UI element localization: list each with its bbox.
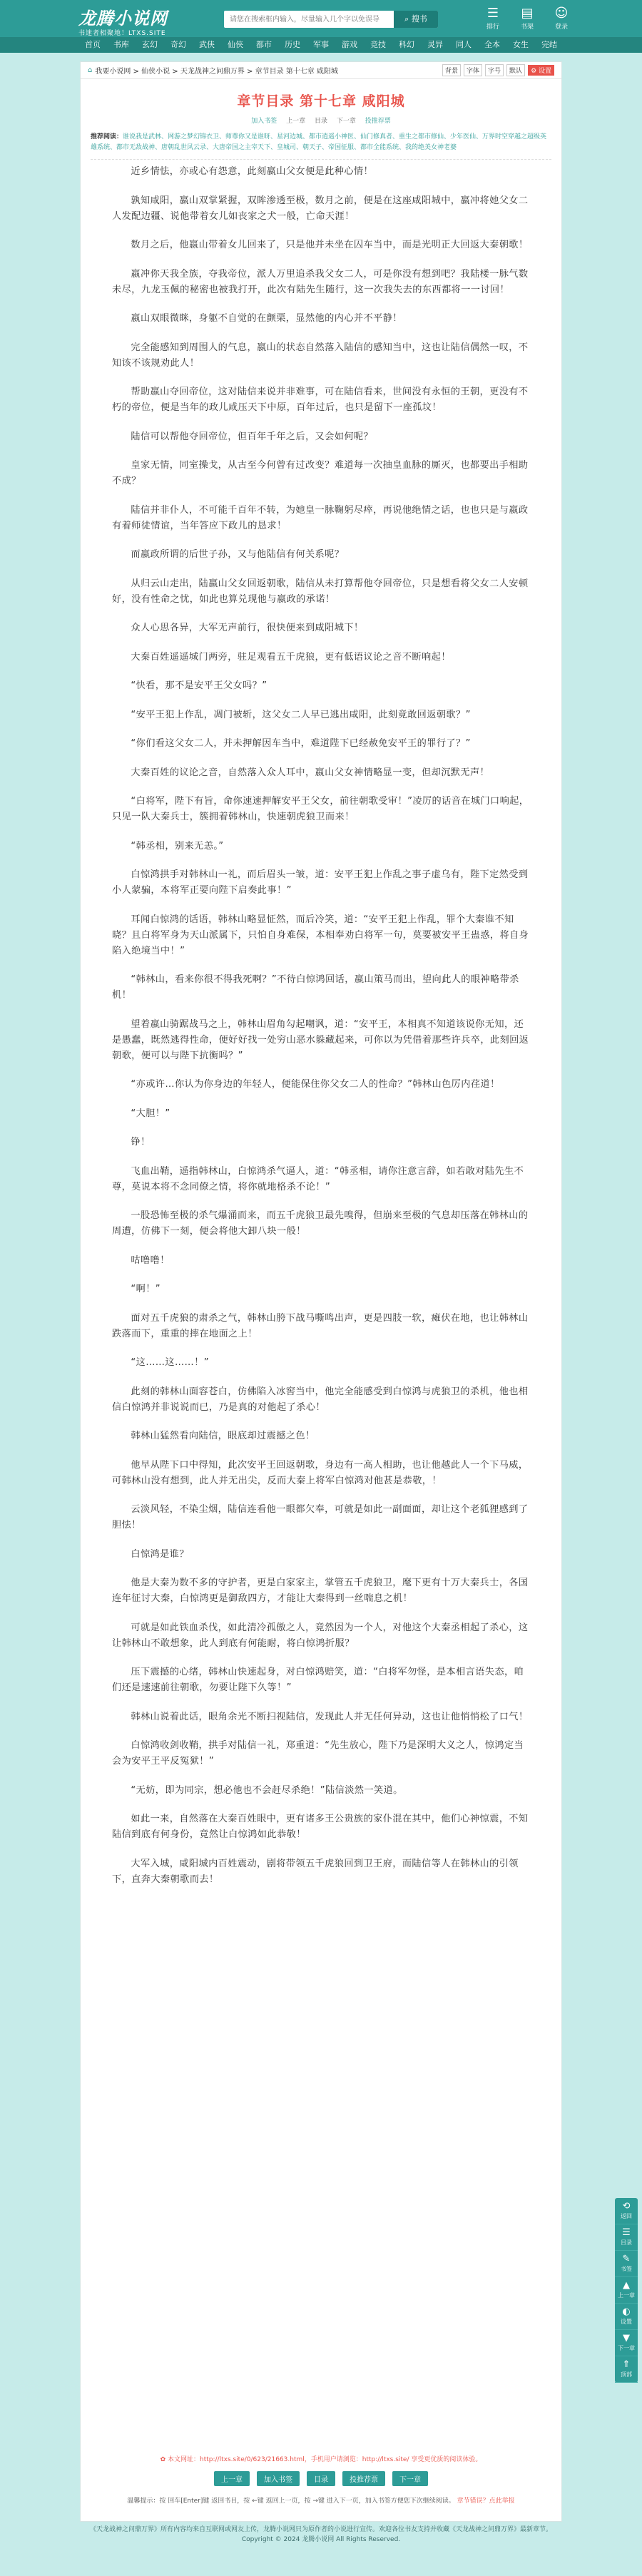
search-button-label: 搜书 [411, 14, 427, 24]
bookmark-icon: ✎ [622, 2254, 631, 2264]
content-paragraph: 铮！ [131, 1137, 151, 1148]
toc-link[interactable]: 目录 [314, 118, 327, 125]
content-paragraph: 他早从陛下口中得知，此次安平王回返朝歌，身边有一高人相助，也让他越此人一个下马威，可韩林山没有想到，此人并无出尖，反而大秦上将军白惊鸿对他甚是恭敬，！ [112, 1459, 529, 1486]
side-bookmark-button[interactable] [615, 2251, 638, 2277]
background-select[interactable]: 背景 [442, 64, 461, 76]
nav-item[interactable]: 游戏 [342, 40, 357, 49]
content-paragraph: “快看，那不是安平王父女吗？” [131, 680, 268, 691]
nav-item[interactable]: 首页 [85, 40, 101, 49]
logo-subtitle: 书迷者相聚地！LTXS.SITE [78, 30, 166, 37]
side-settings-button[interactable] [615, 2304, 638, 2330]
top-icon: ⇑ [622, 2359, 631, 2370]
site-copyright [0, 2525, 642, 2545]
content-paragraph: “啊！” [131, 1284, 161, 1294]
copyright-line-1: 《天龙战神之问鼎万界》所有内容均来自互联网或网友上传，龙腾小说网只为原作者的小说进行宣传。欢迎各位书友支持并收藏《天龙战神之问鼎万界》最新章节。 [89, 2526, 552, 2533]
side-button-label: 书签 [621, 2266, 632, 2272]
bottom-vote-button[interactable]: 投推荐票 [342, 2471, 385, 2486]
content-paragraph: 咕噜噜！ [131, 1254, 170, 1266]
logo-title: 龙腾小说网 [78, 9, 168, 29]
bottom-next-button[interactable]: 下一章 [392, 2471, 428, 2486]
bottom-bookmark-button[interactable]: 加入书签 [257, 2471, 300, 2486]
content-paragraph: 大秦百姓遥遥城门两旁，驻足观看五千虎狼，更有低语议论之音不断响起！ [131, 651, 451, 663]
breadcrumb-bar [81, 62, 561, 79]
content-paragraph: “韩丞相，别来无恙。” [131, 840, 224, 852]
content-paragraph: 云淡风轻，不染尘烟，陆信连看他一眼都欠奉，可就是如此一副面面，却让这个老狐狸感到了胆怯！ [112, 1504, 529, 1530]
nav-item[interactable]: 全本 [484, 40, 500, 49]
content-paragraph: 飞血出鞘，遥指韩林山，白惊鸿杀气逼人，道：“韩丞相，请你注意言辞，如若敢对陆先生不尊，莫说本将不念同僚之情，将你就地格杀不论！” [112, 1165, 524, 1192]
header-action-login[interactable] [549, 6, 574, 31]
nav-item[interactable]: 军事 [313, 40, 329, 49]
nav-item[interactable]: 书库 [113, 40, 129, 49]
content-paragraph: 孰知咸阳，嬴山双掌紧握，双眸渗透至极，数月之前，便是在这座咸阳城中，嬴冲将她父女二人发配边疆、说他带着女儿如丧家之犬一般，亡命天涯！ [112, 195, 529, 222]
nav-item[interactable]: 同人 [456, 40, 472, 49]
side-toc-button[interactable] [615, 2224, 638, 2251]
nav-item[interactable]: 武侠 [199, 40, 215, 49]
keyboard-tip-text: 温馨提示：按 回车[Enter]键 返回书目，按 ←键 返回上一页，按 →键 进入下一页，加入书签方便您下次继续阅读。 [127, 2498, 455, 2505]
content-paragraph: 皇家无情，同室操戈，从古至今何曾有过改变？难道每一次抽皇血脉的厮灭，也都要出手相助不成？ [112, 460, 529, 486]
content-paragraph: “你们看这父女二人，并未押解因车当中，难道陛下已经赦免安平王的罪行了？” [131, 738, 471, 749]
settings-icon: ◐ [622, 2306, 631, 2317]
content-paragraph: 白惊鸿是谁？ [131, 1548, 189, 1560]
side-button-label: 下一章 [618, 2345, 635, 2351]
bottom-prev-button[interactable]: 上一章 [214, 2471, 250, 2486]
chapter-content [81, 160, 561, 1888]
reader-container [80, 61, 562, 2522]
side-prev-chapter-button[interactable] [615, 2277, 638, 2304]
recommend-label: 推荐阅读： [91, 133, 123, 140]
content-paragraph: 嬴山双眼微眯，身躯不自觉的在颤栗，显然他的内心并不平静！ [131, 313, 402, 324]
nav-item[interactable]: 历史 [285, 40, 300, 49]
content-paragraph: 韩林山说着此话，眼角余光不断扫视陆信，发现此人并无任何异动，这也让他悄悄松了口气！ [131, 1711, 529, 1722]
add-bookmark-link[interactable]: 加入书签 [251, 118, 277, 125]
content-paragraph: 从归云山走出，陆嬴山父女回返朝歌，陆信从未打算帮他夺回帝位，只是想看将父女二人安顿好，没有性命之忧，如此也算兑现他与嬴政的承诺！ [112, 578, 529, 605]
content-paragraph: 韩林山猛然看向陆信，眼底却过震撼之色！ [131, 1431, 315, 1441]
font-size-select[interactable]: 字号 [485, 64, 504, 76]
side-button-label: 顶部 [621, 2371, 632, 2378]
content-paragraph: 陆信并非仆人，不可能千百年不转，为她皇一脉鞠躬尽瘁，再说他绝情之话，也也只是与嬴政有着师徒情谊，当年答应下政儿的恳求！ [112, 504, 529, 531]
back-icon: ⟲ [622, 2201, 631, 2212]
content-paragraph: 大军入城，咸阳城内百姓震动，剧将带领五千虎狼回到卫王府，而陆信等人在韩林山的引领下，直奔大秦朝歌而去！ [112, 1858, 519, 1885]
content-paragraph: 大秦百姓的议论之音，自然落入众人耳中，嬴山父女神情略显一变，但却沉默无声！ [131, 767, 490, 778]
content-paragraph: 数月之后，他嬴山带着女儿回来了，只是他并未坐在囚车当中，而是光明正大回返大秦朝歌！ [131, 240, 529, 250]
header-action-rank[interactable] [481, 6, 505, 31]
nav-item[interactable]: 玄幻 [142, 40, 158, 49]
content-paragraph: “安平王犯上作乱，凋门被斩，这父女二人早已逃出咸阳，此刻竟敢回返朝歌？” [131, 709, 471, 720]
content-paragraph: “大胆！” [131, 1108, 170, 1119]
nav-item[interactable]: 完结 [541, 40, 557, 49]
header-action-bookshelf[interactable] [515, 6, 539, 31]
content-paragraph: 他是大秦为数不多的守护者，更是白家家主，掌管五千虎狼卫，麾下更有十万大秦兵士，各国连年征讨大秦，白惊鸿更是御敌四方，才能让大秦得到一丝喘息之机！ [112, 1578, 529, 1604]
content-paragraph: “韩林山，看来你很不得我死啊？”不待白惊鸿回话，嬴山策马而出，望向此人的眼神略带杀机！ [112, 974, 519, 1001]
home-icon[interactable]: ⌂ [88, 66, 93, 74]
settings-button[interactable]: ⚙ 设置 [528, 65, 554, 76]
header-actions [481, 6, 574, 31]
keyboard-tip [81, 2495, 561, 2505]
search-icon: ⌕ [404, 14, 409, 24]
side-button-label: 返回 [621, 2213, 632, 2219]
nav-item[interactable]: 仙侠 [228, 40, 243, 49]
header-action-label: 登录 [554, 24, 568, 31]
content-paragraph: 望着嬴山骑踞战马之上，韩林山眉角勾起嘲讽，道：“安平王，本相真不知道该说你无知，还是愚蠢，既然逃得性命，便好好找一处穷山恶水躲藏起来，可你以为凭借着那些许兵卒，此刻回返朝歌，便可以与陛下抗衡吗？” [112, 1018, 529, 1061]
content-paragraph: 完全能感知到周围人的气息，嬴山的状态自然落入陆信的感知当中，这也让陆信偶然一叹，不知该不该规劝此人！ [112, 342, 529, 369]
prev-chapter-icon: ▲ [623, 2280, 630, 2291]
content-paragraph: 可就是如此铁血杀伐，如此清冷孤傲之人，竟然因为一个人，对他这个大秦丞相起了杀心，这让韩林山不敢想象，此人到底有何能耐，将白惊鸿折服？ [112, 1622, 529, 1649]
side-top-button[interactable] [615, 2356, 638, 2383]
prev-chapter-link[interactable]: 上一章 [286, 118, 306, 125]
main-nav [0, 37, 642, 53]
site-header [0, 0, 642, 37]
content-paragraph: 面对五千虎狼的肃杀之气，韩林山胯下战马嘶鸣出声，更是四肢一软，瘫伏在地，也让韩林山跌落而下，重重的摔在地面之上！ [112, 1312, 529, 1339]
content-paragraph: 一股恐怖至极的杀气爆涌而来，而五千虎狼卫最先嗅得，但崩来至极的气息却压落在韩林山的周遭，仿佛下一刻，便会将他大卸八块一般！ [112, 1210, 529, 1237]
content-paragraph: “亦或许…你认为你身边的年轻人，便能保住你父女二人的性命？”韩林山色厉内荏道！ [131, 1079, 500, 1090]
nav-item[interactable]: 都市 [256, 40, 272, 49]
copyright-line-2: Copyright © 2024 龙腾小说网 All Rights Reserved. [241, 2536, 401, 2543]
recommend-vote-link[interactable]: 投推荐票 [365, 118, 391, 125]
side-button-label: 上一章 [618, 2292, 635, 2299]
header-action-label: 排行 [486, 24, 499, 31]
site-logo[interactable] [78, 4, 168, 37]
search-input[interactable] [224, 11, 394, 29]
bookshelf-icon: ▤ [521, 6, 534, 21]
content-paragraph: 如此一来，自然落在大秦百姓眼中，更有诸多王公贵族的家仆混在其中，他们心神惊震，不知陆信到底有何身份，竟然让白惊鸿如此恭敬！ [112, 1814, 529, 1840]
next-chapter-icon: ▼ [623, 2333, 630, 2344]
font-select[interactable]: 字体 [464, 64, 482, 76]
toc-icon: ☰ [622, 2227, 631, 2238]
content-paragraph: 嬴冲你天我全族，夺我帝位，派人万里追杀我父女二人，可是你没有想到吧？我陆楼一脉气数未尽，九龙玉佩的秘密也被我打开，此次有陆先生随行，这一次我失去的东西都将一一讨回！ [112, 268, 529, 295]
content-paragraph: 帮助嬴山夺回帝位，这对陆信来说并非难事，可在陆信看来，世间没有永恒的王朝，更没有不朽的帝位，便是当年的政儿咸压天下中原，百年过后，也只是留下一座孤坟！ [112, 387, 529, 413]
search-box [224, 11, 438, 28]
content-paragraph: 而嬴政所谓的后世子孙，又与他陆信有何关系呢？ [131, 549, 345, 560]
rank-icon: ☰ [486, 6, 499, 21]
user-icon: ☺ [554, 6, 569, 21]
search-button[interactable] [394, 11, 438, 28]
content-paragraph: 此刻的韩林山面容苍白，仿佛陷入冰窖当中，他完全能感受到白惊鸿与虎狼卫的杀机，他也相信白惊鸿并非说说而已，乃是真的对他起了杀心！ [112, 1386, 529, 1413]
breadcrumb[interactable]: 我要小说网 > 仙侠小说 > 天龙战神之问鼎万界 > 章节目录 第十七章 咸阳城 [95, 68, 338, 76]
content-paragraph: “无妨，即为同宗，想必他也不会赶尽杀绝！”陆信淡然一笑道。 [131, 1784, 403, 1796]
report-error-link[interactable]: 章节错误？点此举报 [457, 2498, 515, 2505]
content-paragraph: 压下震撼的心绪，韩林山快速起身，对白惊鸿赔笑，道：“白将军勿怪，是本相言语失态，咱们还是速速前往朝歌，勿要让陛下久等！” [112, 1667, 524, 1693]
header-action-label: 书架 [520, 24, 534, 31]
next-chapter-link[interactable]: 下一章 [336, 118, 356, 125]
bottom-toc-button[interactable]: 目录 [307, 2471, 335, 2486]
bottom-pager [81, 2471, 561, 2486]
side-button-label: 目录 [621, 2239, 632, 2246]
side-toolbar [615, 2198, 638, 2383]
side-button-label: 设置 [621, 2319, 632, 2325]
nav-item[interactable]: 竞技 [370, 40, 386, 49]
content-paragraph: 白惊鸿拱手对韩林山一礼，而后眉头一皱，道：安平王犯上作乱之事子虚乌有，陛下定然受到小人蒙骗，本将军正要向陛下启奏此事！” [112, 869, 529, 896]
theme-select[interactable]: 默认 [506, 64, 525, 76]
chapter-title: 章节目录 第十七章 咸阳城 [237, 93, 405, 109]
chapter-actions [81, 116, 561, 125]
nav-item[interactable]: 科幻 [399, 40, 414, 49]
side-back-button[interactable] [615, 2198, 638, 2224]
content-paragraph: “白将军，陛下有旨，命你速速押解安平王父女，前往朝歌受审！”凌厉的话音在城门口响起，只见一队大秦兵士，簇拥着韩林山，快速朝虎狼卫而来！ [112, 796, 529, 822]
chapter-url-note[interactable]: ✿ 本文网址：http://ltxs.site/0/623/21663.html，手机用户请浏览：http://ltxs.site/ 享受更优质的阅读体验。 [160, 2456, 482, 2463]
side-next-chapter-button[interactable] [615, 2330, 638, 2356]
content-paragraph: 近乡情怯，亦或心有怨意，此刻嬴山父女便是此种心情！ [131, 166, 374, 177]
content-paragraph: 众人心思各异，大军无声前行，很快便来到咸阳城下！ [131, 623, 364, 633]
content-paragraph: “这……这……！” [131, 1357, 209, 1368]
nav-item[interactable]: 灵异 [427, 40, 443, 49]
content-paragraph: 陆信可以帮他夺回帝位，但百年千年之后，又会如何呢？ [131, 431, 374, 442]
recommend-list[interactable]: 谁说我是武林、网游之梦幻锦衣卫、师尊你又是谁呀、星河边城、都市逍遥小神医、仙门修真者、重生之都市修仙、少年医仙、万界时空穿越之超级英雄系统、都市无敌战神、唐朝乱世风云录、大唐帝国之主宰天下、皇城司、朝天子、帝国征服、都市全能系统、我的绝美女神老婆 [91, 133, 547, 151]
nav-item[interactable]: 女生 [513, 40, 529, 49]
content-paragraph: 耳闻白惊鸿的话语，韩林山略显怔然，而后冷笑，道：“安平王犯上作乱，罪个大秦谁不知晓？且白将军身为天山派属下，只怕自身难保，本相奉劝白将军一句，莫要被安平王蛊惑，将自身陷入绝境当中！” [112, 914, 529, 956]
recommend-reading [91, 132, 551, 160]
content-paragraph: 白惊鸿收剑收鞘，拱手对陆信一礼，郑重道：“先生放心，陛下乃是深明大义之人，惊鸿定当会为安平王平反冤狱！” [112, 1740, 524, 1767]
nav-item[interactable]: 奇幻 [170, 40, 186, 49]
